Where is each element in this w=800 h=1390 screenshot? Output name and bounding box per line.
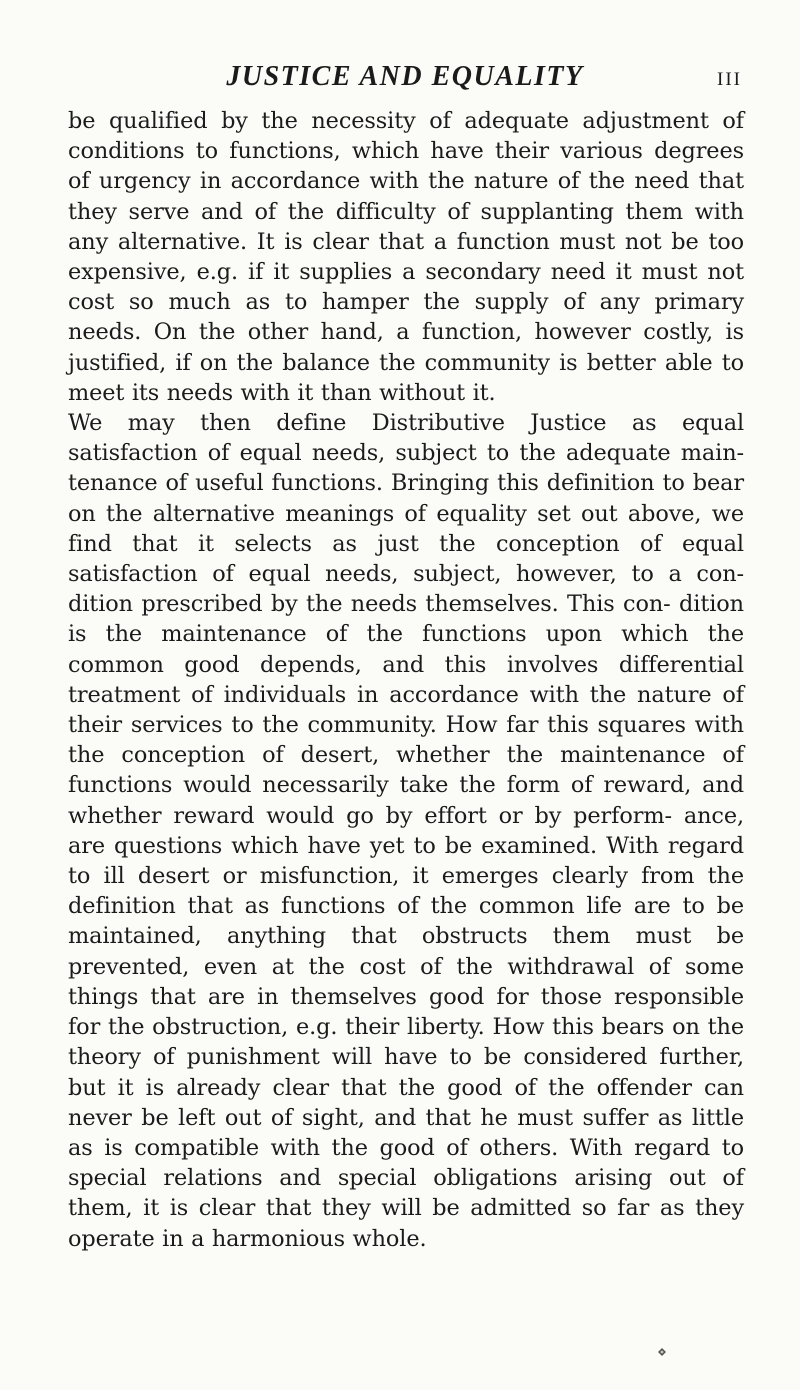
printer-mark-icon bbox=[658, 1348, 666, 1356]
body-text bbox=[68, 106, 744, 1254]
running-head bbox=[68, 60, 742, 94]
page-number: III bbox=[717, 69, 742, 90]
running-title: JUSTICE AND EQUALITY bbox=[226, 61, 584, 92]
paragraph: We may then define Distributive Justice as equal satisfaction of equal needs, subject to the adequate main- tenance of useful functions. Bringing this definition to bear on the alternative meanings of equality set out above, we find that it selects as just the conception of equal satisfaction of equal needs, subject, however, to a con- dition prescribed by the needs themselves. This con- dition is the maintenance of the functions upon which the common good depends, and this involves differential treatment of individuals in accordance with the nature of their services to the community. How far this squares with the conception of desert, whether the maintenance of functions would necessarily take the form of reward, and whether reward would go by effort or by perform- ance, are questions which have yet to be examined. With regard to ill desert or misfunction, it emerges clearly from the definition that as functions of the common life are to be maintained, anything that obstructs them must be prevented, even at the cost of the withdrawal of some things that are in themselves good for those responsible for the obstruction, e.g. their liberty. How this bears on the theory of punishment will have to be considered further, but it is already clear that the good of the offender can never be left out of sight, and that he must suffer as little as is compatible with the good of others. With regard to special relations and special obligations arising out of them, it is clear that they will be admitted so far as they operate in a harmonious whole. bbox=[68, 410, 744, 1252]
paragraph: be qualified by the necessity of adequate adjustment of conditions to functions, which have their various degrees of urgency in accordance with the nature of the need that they serve and of the difficulty of supplanting them with any alternative. It is clear that a function must not be too expensive, e.g. if it supplies a secondary need it must not cost so much as to hamper the supply of any primary needs. On the other hand, a function, however costly, is justified, if on the balance the community is better able to meet its needs with it than without it. bbox=[68, 108, 744, 406]
